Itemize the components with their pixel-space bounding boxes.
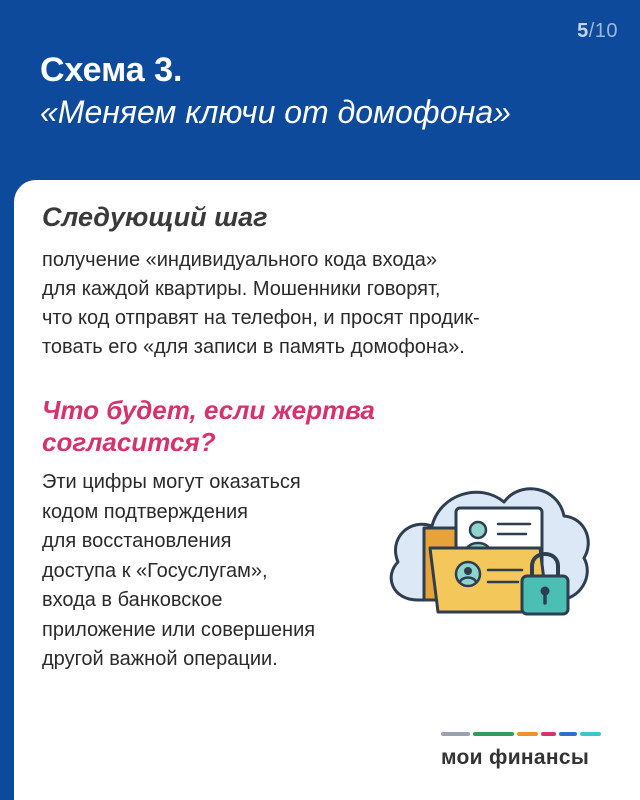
text-line: товать его «для записи в память домофона». <box>42 336 465 358</box>
text-line: получение «индивидуального кода входа» <box>42 249 437 271</box>
brand-bar-segment <box>517 732 538 736</box>
question-heading <box>42 394 462 458</box>
text-line: для каждой квартиры. Мошенники говорят, <box>42 278 441 300</box>
page-current: 5 <box>577 20 589 42</box>
text-line: что код отправят на телефон, и просят продик- <box>42 307 480 329</box>
content-card <box>14 180 640 800</box>
brand-bar-segment <box>441 732 470 736</box>
text-line: входа в банковское <box>42 589 223 611</box>
header <box>0 0 640 180</box>
next-step-heading: Следующий шаг <box>42 202 268 232</box>
page-counter <box>577 20 618 43</box>
cloud-folder-lock-icon <box>380 472 595 622</box>
text-line: для восстановления <box>42 530 232 552</box>
brand-bar-segment <box>580 732 601 736</box>
page-separator: / <box>588 20 595 42</box>
brand-name: мои финансы <box>441 746 590 769</box>
text-line: приложение или совершения <box>42 618 316 641</box>
text-line: доступа к «Госуслугам», <box>42 559 268 582</box>
text-line: кодом подтверждения <box>42 500 248 523</box>
brand-bar-segment <box>473 732 514 736</box>
text-line: другой важной операции. <box>42 648 278 670</box>
page-subtitle: «Меняем ключи от домофона» <box>40 94 511 130</box>
answer-text <box>42 468 402 675</box>
next-step-text <box>42 246 602 362</box>
brand-bar-segment <box>559 732 576 736</box>
question-line: Что будет, если жертва <box>42 395 375 425</box>
brand-color-bar <box>441 732 601 736</box>
page-title: Схема 3. <box>40 51 183 89</box>
question-line: согласится? <box>42 427 216 457</box>
text-line: Эти цифры могут оказаться <box>42 471 301 493</box>
brand-logo <box>441 732 601 770</box>
brand-bar-segment <box>541 732 556 736</box>
page-total: 10 <box>594 20 618 42</box>
